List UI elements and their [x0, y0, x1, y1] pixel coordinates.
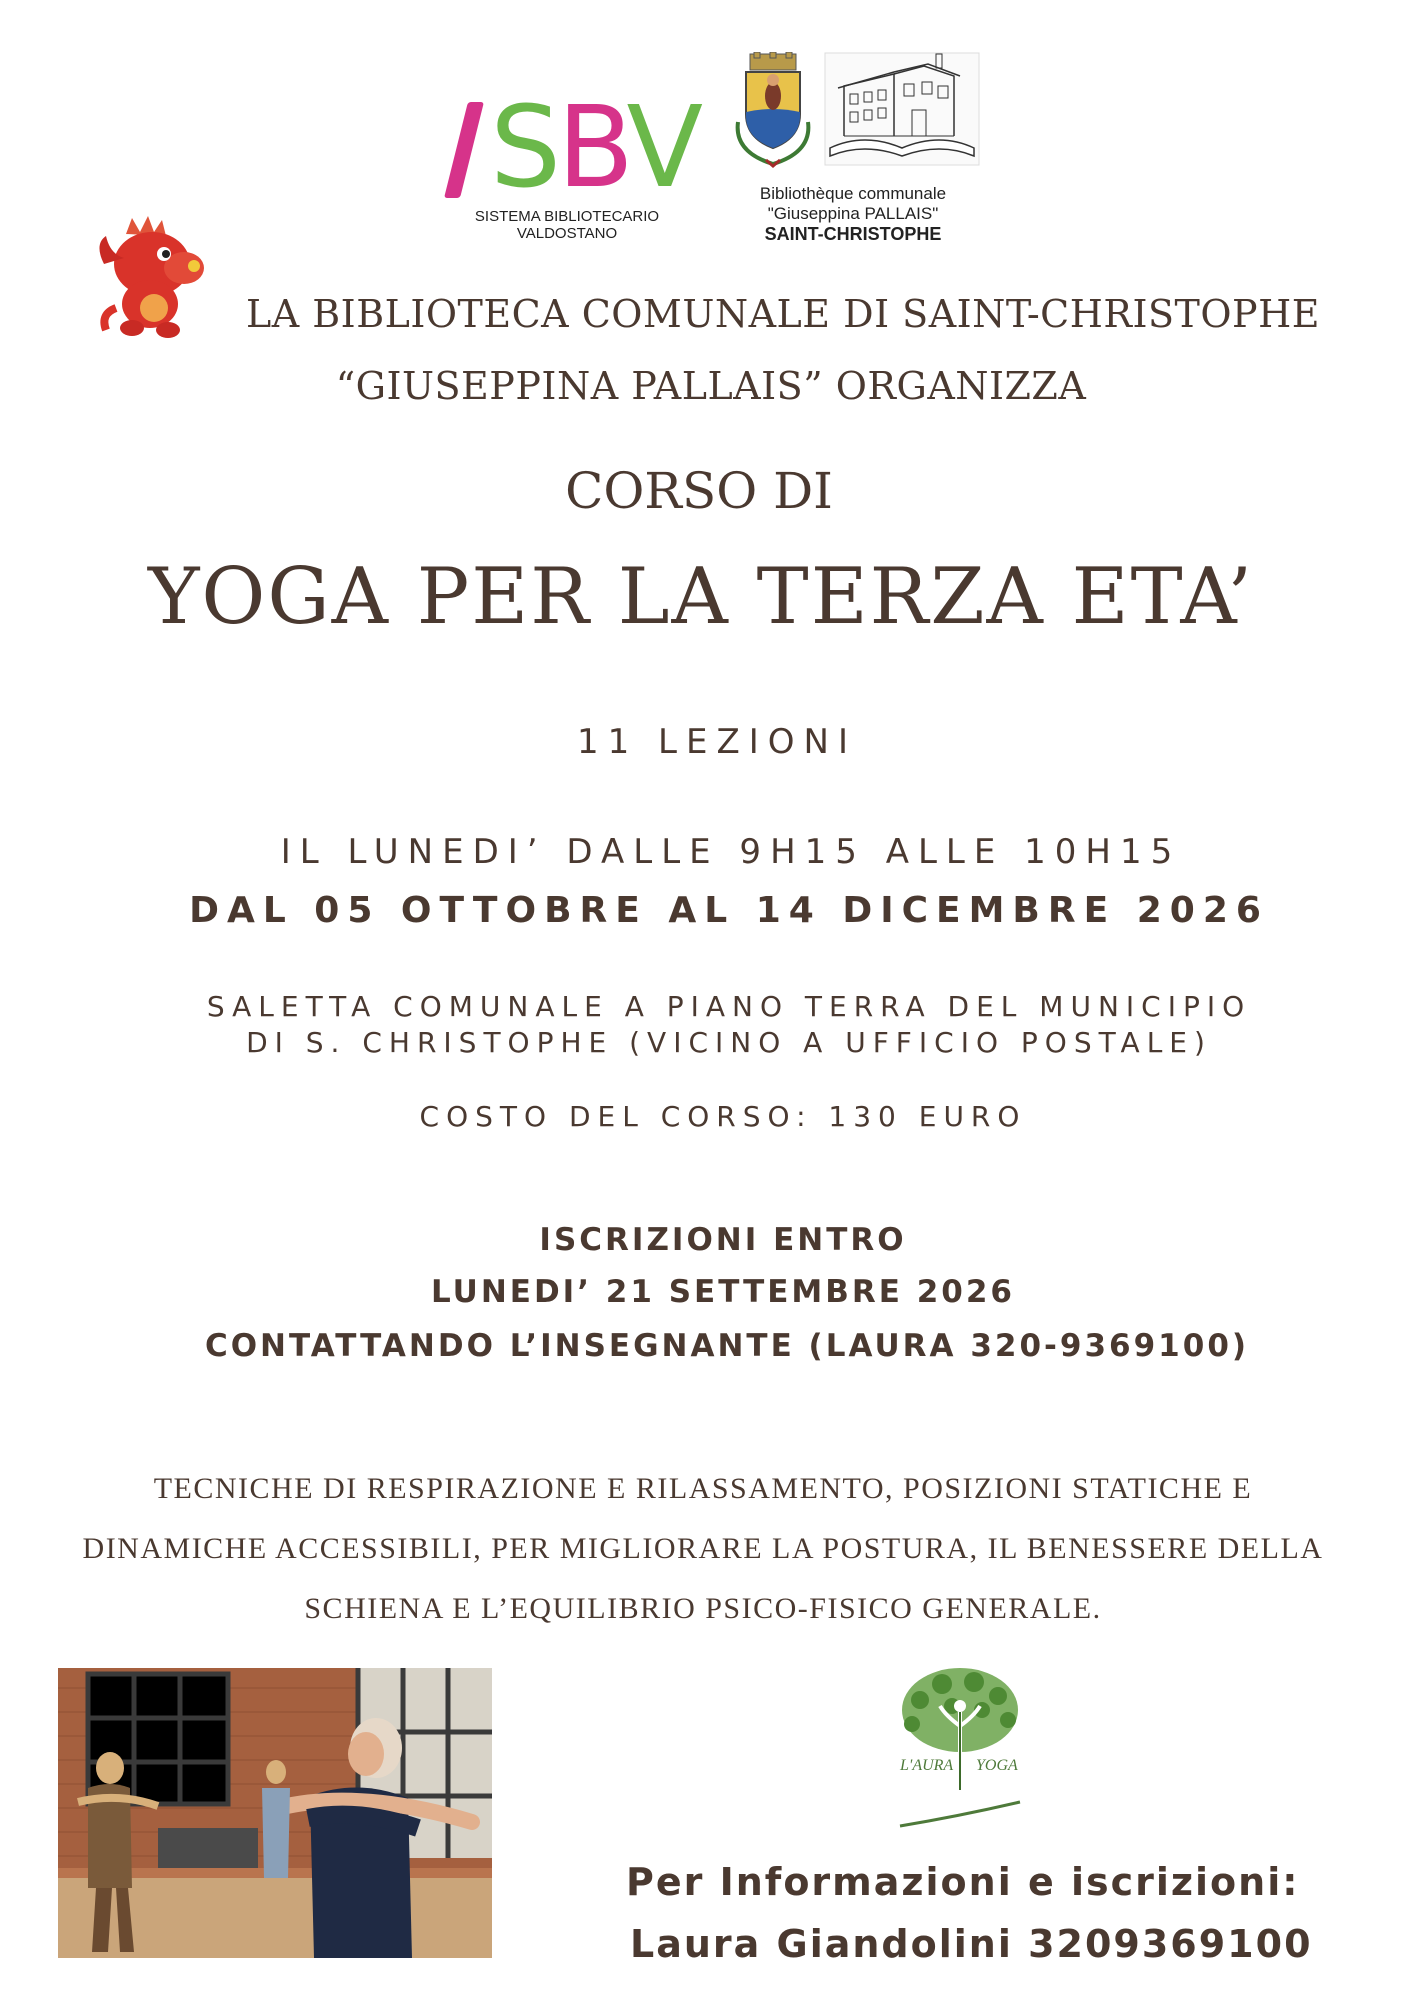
sbv-logo: [438, 83, 700, 242]
schedule-text: IL LUNEDI’ DALLE 9H15 ALLE 10H15: [280, 832, 1182, 872]
description-line-3: SCHIENA E L’EQUILIBRIO PSICO-FISICO GENERALE.: [304, 1592, 1102, 1625]
header-line-2: “GIUSEPPINA PALLAIS” ORGANIZZA: [335, 364, 1087, 408]
registration-line-3: CONTATTANDO L’INSEGNANTE (LAURA 320-9369100): [204, 1328, 1250, 1364]
course-label: CORSO DI: [565, 462, 833, 520]
aura-yoga-logo-icon: [890, 1666, 1030, 1836]
lessons-count: 11 LEZIONI: [576, 722, 858, 762]
yoga-class-photo: [58, 1668, 492, 1958]
sbv-caption: SISTEMA BIBLIOTECARIO VALDOSTANO: [474, 208, 660, 242]
sbv-slash-mark: [444, 102, 484, 198]
cost-text: COSTO DEL CORSO: 130 EURO: [419, 1100, 1027, 1133]
municipal-crest-icon: [732, 52, 814, 168]
registration-line-2: LUNEDI’ 21 SETTEMBRE 2026: [431, 1274, 1015, 1310]
sbv-wordmark: SBV: [490, 83, 700, 213]
contact-line-2: Laura Giandolini 3209369100: [630, 1922, 1313, 1966]
description-line-1: TECNICHE DI RESPIRAZIONE E RILASSAMENTO, POSIZIONI STATICHE E: [153, 1472, 1253, 1505]
location-line-2: DI S. CHRISTOPHE (VICINO A UFFICIO POSTALE): [246, 1026, 1212, 1059]
registration-line-1: ISCRIZIONI ENTRO: [539, 1222, 907, 1258]
description-line-2: DINAMICHE ACCESSIBILI, PER MIGLIORARE LA POSTURA, IL BENESSERE DELLA: [82, 1532, 1324, 1565]
header-line-1: LA BIBLIOTECA COMUNALE DI SAINT-CHRISTOPHE: [246, 292, 1320, 336]
library-building-drawing: [824, 52, 980, 166]
contact-line-1: Per Informazioni e iscrizioni:: [626, 1860, 1300, 1904]
bibliotheque-caption: Bibliothèque communale "Giuseppina PALLAIS" SAINT-CHRISTOPHE: [759, 184, 947, 244]
location-line-1: SALETTA COMUNALE A PIANO TERRA DEL MUNICIPIO: [206, 990, 1252, 1023]
course-title: YOGA PER LA TERZA ETA’: [147, 552, 1255, 642]
dates-text: DAL 05 OTTOBRE AL 14 DICEMBRE 2026: [189, 890, 1269, 931]
